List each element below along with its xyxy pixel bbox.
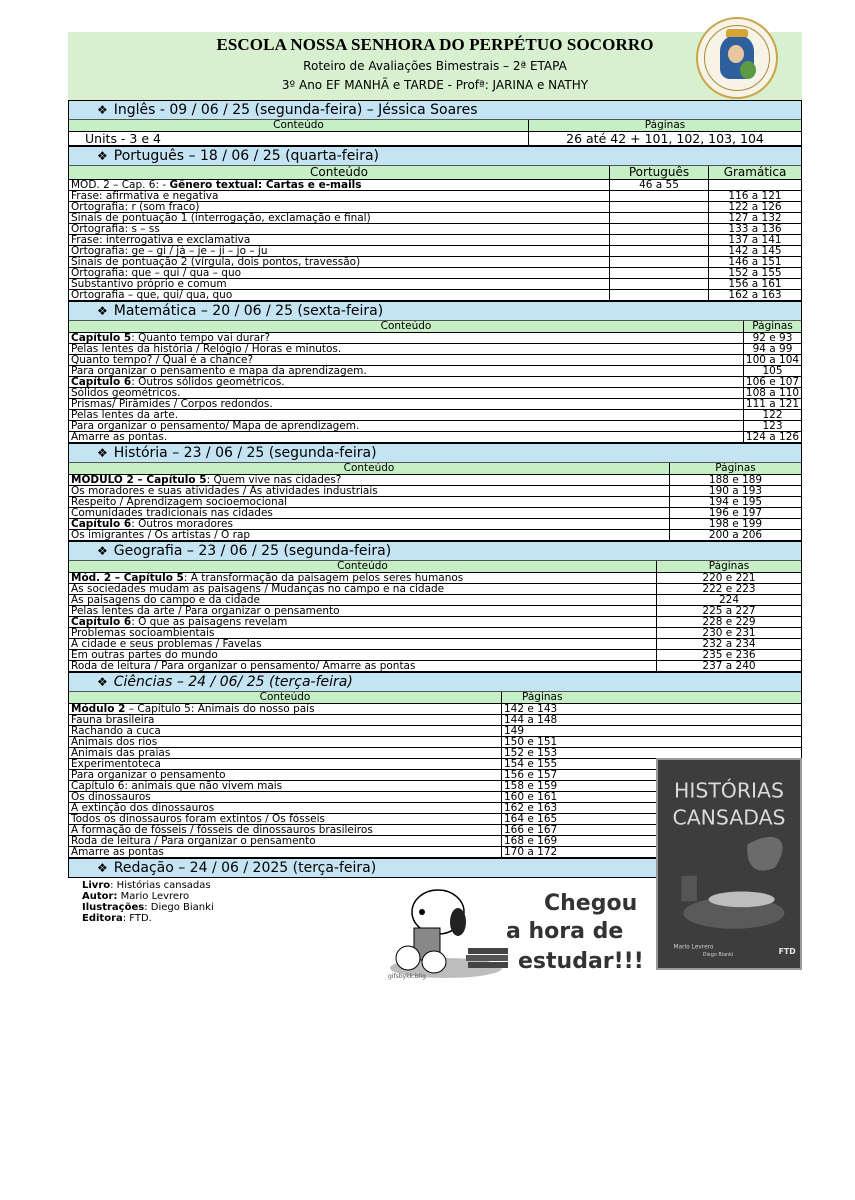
row-pages: 100 a 104 <box>743 355 801 365</box>
column-header-row <box>69 321 801 333</box>
row-content-text: Roda de leitura / Para organizar o pensamento <box>71 836 316 846</box>
row-content-text: Os moradores e suas atividades / As atividades industriais <box>71 486 378 496</box>
row-pages: 230 e 231 <box>656 628 801 638</box>
table-row <box>69 388 801 399</box>
row-content <box>69 519 669 529</box>
credit-book <box>82 880 214 891</box>
credit-label: Ilustrações <box>82 902 145 913</box>
table-row <box>69 595 801 606</box>
section-title-text: Geografia – 23 / 06 / 25 (segunda-feira) <box>113 543 392 559</box>
table-row <box>69 180 801 191</box>
row-content-text: Roda de leitura / Para organizar o pensamento/ Amarre as pontas <box>71 661 416 671</box>
row-portugues-pages <box>609 213 708 223</box>
snoopy-ear <box>450 908 466 936</box>
credit-label: Editora <box>82 913 123 924</box>
row-pages: 156 e 157 <box>501 770 801 780</box>
column-header-row <box>69 166 801 180</box>
row-gramatica-pages: 127 a 132 <box>708 213 801 223</box>
row-content-text: Todos os dinossauros foram extintos / Os fósseis <box>71 814 326 824</box>
row-content <box>69 825 501 835</box>
section-title-text: Redação – 24 / 06 / 2025 (terça-feira) <box>113 860 377 876</box>
row-content <box>69 606 656 616</box>
column-header-row <box>69 561 801 573</box>
row-gramatica-pages: 142 a 145 <box>708 246 801 256</box>
table-row <box>69 410 801 421</box>
credit-author <box>82 891 214 902</box>
row-content <box>69 508 669 518</box>
column-header-pages: Páginas <box>501 692 801 703</box>
row-content <box>69 530 669 540</box>
seal-face <box>728 45 744 63</box>
row-portugues-pages <box>609 290 708 300</box>
row-content-text: Pelas lentes da arte. <box>71 410 179 420</box>
row-pages: 94 a 99 <box>743 344 801 354</box>
row-gramatica-pages: 137 a 141 <box>708 235 801 245</box>
row-content-text: : O que as paisagens revelam <box>131 617 288 627</box>
row-content-text: : Quem vive nas cidades? <box>206 475 342 485</box>
row-content <box>69 366 743 376</box>
row-pages: 123 <box>743 421 801 431</box>
row-gramatica-pages: 133 a 136 <box>708 224 801 234</box>
row-portugues-pages <box>609 224 708 234</box>
row-pages: 237 a 240 <box>656 661 801 671</box>
row-gramatica-pages: 122 a 126 <box>708 202 801 212</box>
column-header-pages: Páginas <box>656 561 801 572</box>
table-row <box>69 617 801 628</box>
section-title-text: Inglês - 09 / 06 / 25 (segunda-feira) – Jéssica Soares <box>113 102 478 118</box>
row-content-text: Animais das praias <box>71 748 171 758</box>
section-title-text: Português – 18 / 06 / 25 (quarta-feira) <box>113 148 379 164</box>
table-row <box>69 333 801 344</box>
row-content <box>69 595 656 605</box>
snoopy-caption-line1: Chegou <box>544 891 638 916</box>
row-content: Frase: afirmativa e negativa <box>71 191 219 201</box>
row-content <box>69 726 501 736</box>
table-row <box>69 377 801 388</box>
row-content: Sinais de pontuação 1 (interrogação, exclamação e final) <box>71 213 371 223</box>
row-content: Ortografia: que – qui / qua – quo <box>71 268 242 278</box>
row-pages: 106 e 107 <box>743 377 801 387</box>
table-row <box>69 650 801 661</box>
column-header-content: Conteúdo <box>343 463 395 474</box>
row-content <box>69 355 743 365</box>
row-content-bold: Capítulo 6 <box>71 519 132 529</box>
row-content <box>69 639 656 649</box>
table-row <box>69 246 801 257</box>
row-content-text: : Outros moradores <box>131 519 233 529</box>
column-header-pages: Páginas <box>528 120 801 131</box>
row-content <box>69 333 743 343</box>
credit-label: Livro <box>82 880 111 891</box>
row-content-text: Em outras partes do mundo <box>71 650 218 660</box>
row-content-text: A extinção dos dinossauros <box>71 803 215 813</box>
school-seal-logo <box>696 17 778 99</box>
row-pages: 111 a 121 <box>743 399 801 409</box>
row-content-text: Pelas lentes da história / Relógio / Horas e minutos. <box>71 344 342 354</box>
row-pages: 124 a 126 <box>743 432 801 442</box>
row-portugues-pages <box>609 257 708 267</box>
table-row <box>69 290 801 301</box>
table-row <box>69 344 801 355</box>
table-row <box>69 726 801 737</box>
row-content-text: Capítulo 6: animais que não vivem mais <box>71 781 283 791</box>
row-content-text: Os imigrantes / Os artistas / O rap <box>71 530 251 540</box>
row-pages: 166 e 167 <box>501 825 801 835</box>
row-content-text: Amarre as pontas <box>71 847 164 857</box>
row-content <box>69 748 501 758</box>
row-content-bold: Capítulo 6 <box>71 377 132 387</box>
row-content-text: : Outros sólidos geométricos. <box>131 377 285 387</box>
column-header-content: Conteúdo <box>337 561 388 572</box>
book-publisher-logo: FTD <box>778 947 796 957</box>
row-pages: 154 e 155 <box>501 759 801 769</box>
row-content <box>69 497 669 507</box>
book-title-line2: CANSADAS <box>672 805 786 830</box>
row-content-bold: Mód. 2 – Capítulo 5 <box>71 573 184 583</box>
book-cover-chair <box>681 876 697 902</box>
row-content-text: Problemas socioambientais <box>71 628 215 638</box>
table-row <box>69 432 801 443</box>
credit-value: : Histórias cansadas <box>110 880 211 891</box>
table-row <box>69 519 801 530</box>
row-portugues-pages <box>609 279 708 289</box>
row-content-text: Experimentoteca <box>71 759 161 769</box>
table-row <box>69 366 801 377</box>
row-content-text: Amarre as pontas. <box>71 432 168 442</box>
diamond-bullet-icon: ❖ <box>97 149 108 163</box>
row-content-bold: MODULO 2 – Capítulo 5 <box>71 475 207 485</box>
row-pages: 105 <box>743 366 801 376</box>
row-content: Frase: interrogativa e exclamativa <box>71 235 251 245</box>
row-content <box>69 792 501 802</box>
section-title-text: Matemática – 20 / 06 / 25 (sexta-feira) <box>113 303 384 319</box>
book-illustrator: Diego Bianki <box>702 952 734 959</box>
row-content-text: As paisagens do campo e da cidade <box>71 595 260 605</box>
row-content <box>69 486 669 496</box>
table-row <box>69 202 801 213</box>
row-content <box>69 770 501 780</box>
row-gramatica-pages: 162 a 163 <box>708 290 801 300</box>
table-row <box>69 421 801 432</box>
row-content-text: Pelas lentes da arte / Para organizar o pensamento <box>71 606 340 616</box>
row-pages: 26 até 42 + 101, 102, 103, 104 <box>528 132 801 145</box>
row-portugues-pages <box>609 202 708 212</box>
table-row <box>69 355 801 366</box>
row-content <box>69 781 501 791</box>
column-header-content: Conteúdo <box>259 692 311 703</box>
row-content <box>69 704 501 714</box>
row-content-text: Quanto tempo? / Qual é a chance? <box>71 355 254 365</box>
table-row <box>69 257 801 268</box>
credit-value: Mario Levrero <box>117 891 190 902</box>
row-content <box>69 432 743 442</box>
table-row <box>69 132 801 146</box>
row-content-text: Animais dos rios <box>71 737 158 747</box>
snoopy-foot <box>396 946 420 970</box>
row-content <box>69 399 743 409</box>
row-content <box>69 803 501 813</box>
row-pages: 142 e 143 <box>501 704 801 714</box>
school-header <box>68 32 802 100</box>
row-pages: 162 e 163 <box>501 803 801 813</box>
row-content <box>69 759 501 769</box>
section-title-geografia <box>69 541 801 561</box>
book-credits <box>82 880 214 924</box>
book-title-line1: HISTÓRIAS <box>674 778 784 803</box>
row-pages: 225 a 227 <box>656 606 801 616</box>
table-row <box>69 704 801 715</box>
credit-value: : FTD. <box>122 913 152 924</box>
row-content <box>69 388 743 398</box>
row-pages: 92 e 93 <box>743 333 801 343</box>
row-content-prefix: MOD. 2 – Cap. 6: - <box>71 180 170 190</box>
table-row <box>69 639 801 650</box>
column-header-row <box>69 120 801 132</box>
row-content-text: Para organizar o pensamento e mapa da aprendizagem. <box>71 366 367 376</box>
class-info: 3º Ano EF MANHÃ e TARDE - Profª: JARINA e NATHY <box>281 78 589 92</box>
row-content-text: Para organizar o pensamento <box>71 770 226 780</box>
row-content-text: – Capítulo 5: Animais do nosso país <box>125 704 315 714</box>
column-header-content: Conteúdo <box>380 321 432 332</box>
row-pages: 224 <box>656 595 801 605</box>
row-pages: 196 e 197 <box>669 508 801 518</box>
table-row <box>69 399 801 410</box>
row-content-text: A cidade e seus problemas / Favelas <box>71 639 262 649</box>
row-content: Substantivo próprio e comum <box>71 279 227 289</box>
document-page <box>68 32 802 988</box>
row-portugues-pages <box>609 246 708 256</box>
seal-crown <box>726 29 748 37</box>
row-content-bold: Gênero textual: Cartas e e-mails <box>169 180 362 190</box>
table-row <box>69 224 801 235</box>
row-content-text: Sólidos geométricos. <box>71 388 181 398</box>
table-row <box>69 508 801 519</box>
table-row <box>69 268 801 279</box>
row-pages: 188 e 189 <box>669 475 801 485</box>
row-content-text: Fauna brasileira <box>71 715 155 725</box>
row-content: Ortografia: r (som fraco) <box>71 202 200 212</box>
exam-schedule-subtitle: Roteiro de Avaliações Bimestrais – 2ª ETAPA <box>303 59 567 73</box>
credit-illustrations <box>82 902 214 913</box>
column-header-portugues: Português <box>609 166 708 179</box>
row-content-text: : A transformação da paisagem pelos seres humanos <box>183 573 464 583</box>
school-name: ESCOLA NOSSA SENHORA DO PERPÉTUO SOCORRO <box>216 35 654 54</box>
row-content-text: Comunidades tradicionais nas cidades <box>71 508 273 518</box>
row-content: Ortografia: ge – gi / já – je – ji – jo – ju <box>71 246 268 256</box>
section-title-ingles <box>69 100 801 120</box>
row-portugues-pages <box>609 235 708 245</box>
row-content <box>69 410 743 420</box>
row-pages: 158 e 159 <box>501 781 801 791</box>
row-pages: 228 e 229 <box>656 617 801 627</box>
section-title-historia <box>69 443 801 463</box>
table-row <box>69 584 801 595</box>
snoopy-nose <box>419 909 425 915</box>
row-pages: 122 <box>743 410 801 420</box>
credit-publisher <box>82 913 214 924</box>
row-portugues-pages: 46 a 55 <box>609 180 708 190</box>
diamond-bullet-icon: ❖ <box>97 446 108 460</box>
row-content: Ortografia – que, qui/ qua, quo <box>71 290 233 300</box>
diamond-bullet-icon: ❖ <box>97 304 108 318</box>
row-content <box>69 715 501 725</box>
row-content-bold: Módulo 2 <box>71 704 126 714</box>
row-gramatica-pages <box>708 180 801 190</box>
column-header-content: Conteúdo <box>310 166 368 179</box>
row-content <box>69 344 743 354</box>
snoopy-study-illustration <box>386 882 654 980</box>
row-content <box>69 421 743 431</box>
row-gramatica-pages: 146 a 151 <box>708 257 801 267</box>
table-row <box>69 628 801 639</box>
row-content <box>69 814 501 824</box>
row-pages: 198 e 199 <box>669 519 801 529</box>
table-row <box>69 737 801 748</box>
row-content-text: Rachando a cuca <box>71 726 161 736</box>
book-stack-icon <box>466 955 508 961</box>
row-pages: 220 e 221 <box>656 573 801 583</box>
row-content-text: A formação de fósseis / fósseis de dinossauros brasileiros <box>71 825 373 835</box>
seal-child <box>740 61 756 79</box>
row-content-bold: Capítulo 5 <box>71 333 132 343</box>
column-header-pages: Páginas <box>743 321 801 332</box>
column-header-content: Conteúdo <box>273 120 324 131</box>
row-pages: 232 a 234 <box>656 639 801 649</box>
row-gramatica-pages: 116 a 121 <box>708 191 801 201</box>
row-pages: 168 e 169 <box>501 836 801 846</box>
row-content: Ortografia: s – ss <box>71 224 160 234</box>
table-row <box>69 497 801 508</box>
row-pages: 108 a 110 <box>743 388 801 398</box>
credit-label: Autor: <box>82 891 118 902</box>
diamond-bullet-icon: ❖ <box>97 861 108 875</box>
snoopy-caption-line3: estudar!!! <box>518 949 644 974</box>
row-content <box>69 180 609 190</box>
table-row <box>69 573 801 584</box>
row-content <box>69 584 656 594</box>
row-portugues-pages <box>609 268 708 278</box>
snoopy-foot <box>422 951 446 973</box>
row-portugues-pages <box>609 191 708 201</box>
section-title-matematica <box>69 301 801 321</box>
row-content <box>69 617 656 627</box>
row-pages: 160 e 161 <box>501 792 801 802</box>
row-pages: 144 a 148 <box>501 715 801 725</box>
snoopy-caption-line2: a hora de <box>506 919 624 944</box>
table-row <box>69 279 801 290</box>
column-header-pages: Páginas <box>669 463 801 474</box>
row-content-text: As sociedades mudam as paisagens / Mudanças no campo e na cidade <box>71 584 445 594</box>
row-pages: 170 a 172 <box>501 847 801 857</box>
row-content: Sinais de pontuação 2 (vírgula, dois pontos, travessão) <box>71 257 361 267</box>
diamond-bullet-icon: ❖ <box>97 675 108 689</box>
row-content: Units - 3 e 4 <box>85 132 161 145</box>
diamond-bullet-icon: ❖ <box>97 103 108 117</box>
table-row <box>69 475 801 486</box>
row-pages: 235 e 236 <box>656 650 801 660</box>
row-pages: 152 e 153 <box>501 748 801 758</box>
row-pages: 149 <box>501 726 801 736</box>
row-gramatica-pages: 156 a 161 <box>708 279 801 289</box>
section-title-portugues <box>69 146 801 166</box>
row-content <box>69 847 501 857</box>
row-content <box>69 737 501 747</box>
row-content <box>69 661 656 671</box>
row-content-text: Prismas/ Pirâmides / Corpos redondos. <box>71 399 273 409</box>
table-row <box>69 213 801 224</box>
table-row <box>69 606 801 617</box>
table-row <box>69 715 801 726</box>
table-row <box>69 530 801 541</box>
table-row <box>69 486 801 497</box>
row-pages: 190 a 193 <box>669 486 801 496</box>
image-watermark: gifsbykk.blig <box>388 973 426 980</box>
row-content-text: : Quanto tempo vai durar? <box>131 333 271 343</box>
row-content-text: Respeito / Aprendizagem socioemocional <box>71 497 288 507</box>
section-title-text: História – 23 / 06 / 25 (segunda-feira) <box>113 445 377 461</box>
diamond-bullet-icon: ❖ <box>97 544 108 558</box>
book-stack-icon <box>468 962 508 968</box>
credit-value: : Diego Bianki <box>144 902 214 913</box>
table-row <box>69 235 801 246</box>
book-author: Mario Levrero <box>673 944 714 951</box>
row-pages: 164 e 165 <box>501 814 801 824</box>
row-pages: 150 e 151 <box>501 737 801 747</box>
column-header-row <box>69 692 801 704</box>
table-row <box>69 661 801 672</box>
row-pages: 194 e 195 <box>669 497 801 507</box>
column-header-row <box>69 463 801 475</box>
book-cover-pillow <box>709 891 775 907</box>
book-stack-icon <box>468 948 508 954</box>
row-content <box>69 650 656 660</box>
row-content-text: Os dinossauros <box>71 792 151 802</box>
row-pages: 222 e 223 <box>656 584 801 594</box>
row-content-text: Para organizar o pensamento/ Mapa de aprendizagem. <box>71 421 360 431</box>
row-content <box>69 573 656 583</box>
row-gramatica-pages: 152 a 155 <box>708 268 801 278</box>
row-content <box>69 475 669 485</box>
row-content <box>69 377 743 387</box>
column-header-gramatica: Gramática <box>708 166 801 179</box>
row-content <box>69 836 501 846</box>
row-content <box>69 628 656 638</box>
row-content-bold: Capítulo 6 <box>71 617 132 627</box>
book-cover-historias-cansadas <box>656 758 802 970</box>
row-pages: 200 a 206 <box>669 530 801 540</box>
section-title-text: Ciências – 24 / 06/ 25 (terça-feira) <box>113 674 353 690</box>
table-row <box>69 191 801 202</box>
section-title-ciencias <box>69 672 801 692</box>
